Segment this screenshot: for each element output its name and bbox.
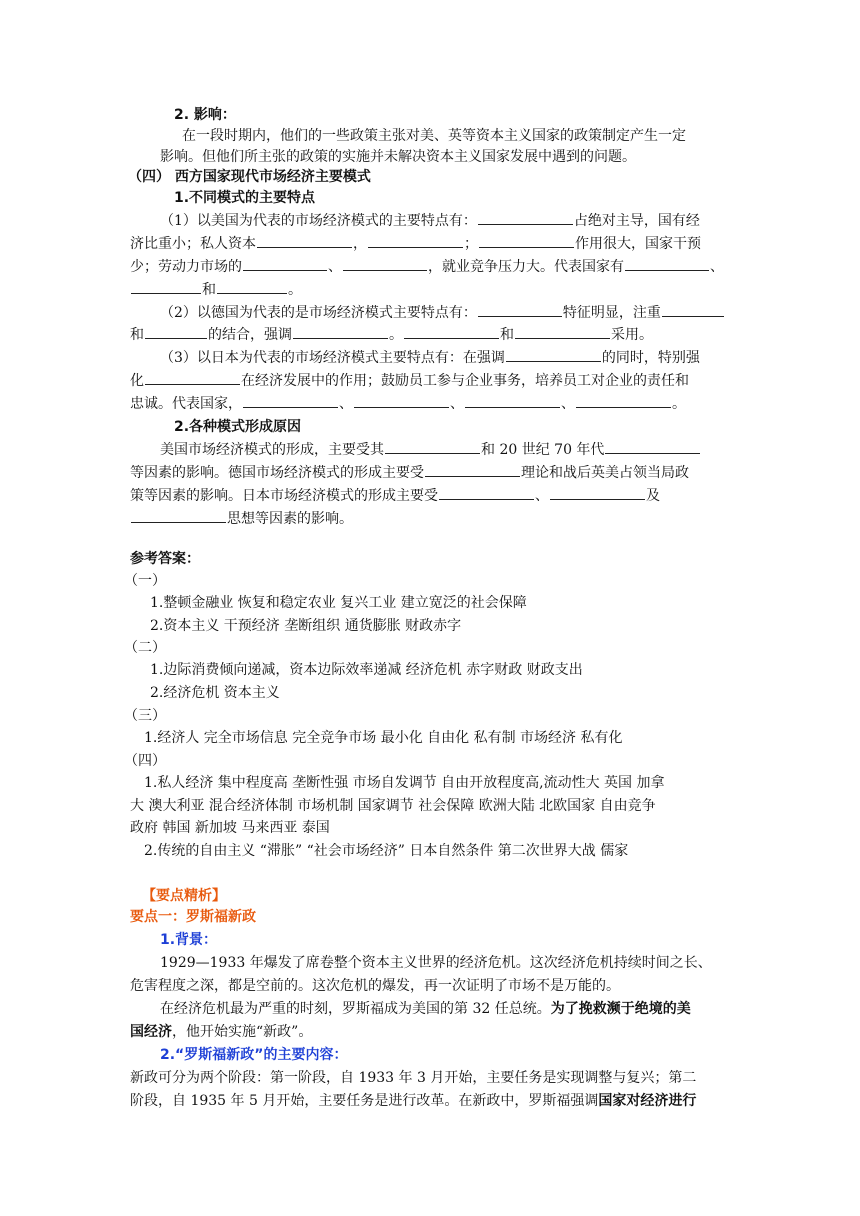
fill-blank[interactable]	[354, 393, 449, 408]
fill-blank[interactable]	[479, 233, 574, 248]
fill-blank[interactable]	[662, 302, 724, 317]
fill-blank[interactable]	[465, 393, 560, 408]
fill-blank[interactable]	[404, 324, 499, 339]
answers-section-1: （一）	[124, 573, 166, 589]
fill-blank[interactable]	[439, 485, 534, 500]
section-4-heading: （四） 西方国家现代市场经济主要模式	[128, 169, 371, 185]
background-line-1: 1929—1933 年爆发了席卷整个资本主义世界的经济危机。这次经济危机持续时间之长、	[160, 955, 712, 971]
content-line-1: 新政可分为两个阶段：第一阶段，自 1933 年 3 月开始，主要任务是实现调整与复兴；第二	[130, 1070, 697, 1086]
de-model-line-2: 和 的结合，强调 。 和 采用。	[130, 324, 653, 346]
background-line-4: 国经济，他开始实施“新政”。	[130, 1024, 313, 1040]
answers-1-1: 1.整顿金融业 恢复和稳定农业 复兴工业 建立宽泛的社会保障	[150, 595, 527, 611]
fill-blank[interactable]	[425, 462, 520, 477]
fill-blank[interactable]	[243, 393, 338, 408]
background-line-2: 危害程度之深，都是空前的。这次危机的爆发，再一次证明了市场不是万能的。	[130, 978, 620, 994]
jp-model-line-2: 化 在经济发展中的作用；鼓励员工参与企业事务，培养员工对企业的责任和	[130, 370, 689, 392]
fill-blank[interactable]	[550, 485, 645, 500]
impact-line-1: 在一段时期内，他们的一些政策主张对美、英等资本主义国家的政策制定产生一定	[182, 128, 686, 144]
answers-4-1b: 大 澳大利亚 混合经济体制 市场机制 国家调节 社会保障 欧洲大陆 北欧国家 自由竞争	[130, 798, 656, 814]
key-points-title: 【要点精析】	[142, 888, 226, 904]
fill-blank[interactable]	[478, 210, 573, 225]
us-model-line-1: （1）以美国为代表的市场经济模式的主要特点有： 占绝对主导，国有经	[160, 210, 700, 232]
fill-blank[interactable]	[605, 439, 700, 454]
answers-4-1a: 1.私人经济 集中程度高 垄断性强 市场自发调节 自由开放程度高,流动性大 英国 加拿	[144, 775, 665, 791]
cause-line-1: 美国市场经济模式的形成，主要受其 和 20 世纪 70 年代	[160, 439, 701, 461]
answers-2-1: 1.边际消费倾向递减，资本边际效率递减 经济危机 赤字财政 财政支出	[150, 662, 583, 678]
fill-blank[interactable]	[257, 233, 352, 248]
subheading-causes: 2.各种模式形成原因	[174, 419, 302, 435]
answers-section-3: （三）	[124, 708, 166, 724]
answers-4-2: 2.传统的自由主义 “滞胀” “社会市场经济” 日本自然条件 第二次世界大战 儒家	[144, 843, 629, 859]
fill-blank[interactable]	[343, 256, 427, 271]
fill-blank[interactable]	[385, 439, 480, 454]
jp-model-line-3: 忠诚。代表国家， 、 、 、 。	[130, 393, 686, 415]
fill-blank[interactable]	[293, 324, 388, 339]
subheading-features: 1.不同模式的主要特点	[174, 190, 316, 206]
background-line-3: 在经济危机最为严重的时刻，罗斯福成为美国的第 32 任总统。为了挽救濒于绝境的美	[160, 1001, 691, 1017]
jp-model-line-1: （3）以日本为代表的市场经济模式主要特点有：在强调 的同时，特别强	[160, 347, 700, 369]
answers-4-1c: 政府 韩国 新加坡 马来西亚 泰国	[130, 820, 330, 836]
cause-line-2: 等因素的影响。德国市场经济模式的形成主要受 理论和战后英美占领当局政	[130, 462, 689, 484]
fill-blank[interactable]	[368, 233, 463, 248]
content-heading: 2.“罗斯福新政”的主要内容：	[160, 1047, 348, 1063]
cause-line-3: 策等因素的影响。日本市场经济模式的形成主要受 、 及	[130, 485, 660, 507]
answers-section-2: （二）	[124, 640, 166, 656]
content-line-2: 阶段，自 1935 年 5 月开始，主要任务是进行改革。在新政中，罗斯福强调国家对经济进行	[130, 1093, 697, 1109]
fill-blank[interactable]	[243, 256, 327, 271]
fill-blank[interactable]	[478, 302, 562, 317]
us-model-line-2: 济比重小；私人资本 ， ； 作用很大，国家干预	[130, 233, 701, 255]
impact-line-2: 影响。但他们所主张的政策的实施并未解决资本主义国家发展中遇到的问题。	[160, 149, 636, 165]
answers-title: 参考答案：	[130, 551, 200, 567]
us-model-line-3: 少；劳动力市场的 、 ，就业竞争压力大。代表国家有 、	[130, 256, 724, 278]
fill-blank[interactable]	[625, 256, 709, 271]
fill-blank[interactable]	[576, 393, 671, 408]
key-point-1-title: 要点一：罗斯福新政	[130, 909, 256, 925]
answers-2-2: 2.经济危机 资本主义	[150, 685, 280, 701]
us-model-line-4: 和 。	[130, 279, 302, 301]
fill-blank[interactable]	[515, 324, 610, 339]
answers-3-1: 1.经济人 完全市场信息 完全竞争市场 最小化 自由化 私有制 市场经济 私有化	[144, 730, 623, 746]
impact-heading: 2. 影响：	[174, 107, 236, 123]
answers-section-4: （四）	[124, 753, 166, 769]
fill-blank[interactable]	[145, 324, 207, 339]
de-model-line-1: （2）以德国为代表的是市场经济模式主要特点有： 特征明显，注重	[160, 302, 725, 324]
fill-blank[interactable]	[145, 370, 240, 385]
cause-line-4: 思想等因素的影响。	[130, 508, 353, 530]
fill-blank[interactable]	[506, 347, 601, 362]
answers-1-2: 2.资本主义 干预经济 垄断组织 通货膨胀 财政赤字	[150, 618, 462, 634]
fill-blank[interactable]	[217, 279, 287, 294]
fill-blank[interactable]	[131, 279, 201, 294]
background-heading: 1.背景：	[160, 932, 218, 948]
fill-blank[interactable]	[131, 508, 226, 523]
